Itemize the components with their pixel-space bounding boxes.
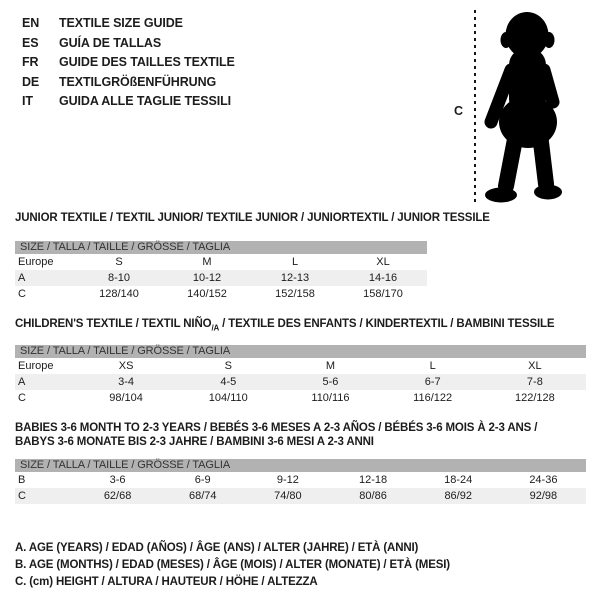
table-row (15, 488, 586, 504)
language-row (22, 34, 235, 54)
baby-silhouette-icon (485, 12, 562, 203)
size-cell: 12-13 (280, 271, 310, 284)
row-label: A (18, 376, 26, 389)
babies-size-table (15, 472, 586, 504)
size-cell: XS (118, 360, 134, 373)
legend-line: B. AGE (MONTHS) / EDAD (MESES) / ÂGE (MOIS) / ALTER (MONATE) / ETÀ (MESI) (15, 559, 450, 572)
table-row (15, 254, 427, 270)
legend-line: C. (cm) HEIGHT / ALTURA / HAUTEUR / HÖHE / ALTEZZA (15, 576, 318, 589)
babies-title-line (15, 422, 586, 436)
language-code: FR (22, 55, 39, 69)
size-cell: 122/128 (514, 392, 555, 405)
children-section (15, 318, 586, 407)
table-row (15, 270, 427, 286)
children-size-table (15, 358, 586, 406)
row-label: B (18, 474, 26, 487)
junior-title-line (15, 212, 586, 226)
language-code: IT (22, 94, 33, 108)
size-cell: 68/74 (188, 490, 217, 503)
junior-title-text: JUNIOR TEXTILE / TEXTIL JUNIOR/ TEXTILE JUNIOR / JUNIORTEXTIL / JUNIOR TESSILE (15, 212, 490, 224)
language-list (22, 14, 235, 112)
size-cell: 152/158 (275, 287, 315, 300)
babies-section (15, 422, 586, 504)
size-cell: 6-9 (194, 474, 211, 487)
children-title-text: CHILDREN'S TEXTILE / TEXTIL NIÑO (15, 317, 212, 330)
size-cell: M (325, 360, 336, 373)
language-row (22, 53, 235, 73)
language-title: GUIDE DES TAILLES TEXTILE (59, 55, 235, 69)
children-size-header: SIZE / TALLA / TAILLE / GRÖSSE / TAGLIA (15, 345, 586, 358)
size-cell: L (291, 255, 299, 268)
table-row (15, 358, 586, 374)
language-code: DE (22, 74, 40, 89)
size-cell: 128/140 (99, 287, 139, 300)
junior-size-table (15, 254, 427, 302)
language-code: ES (22, 35, 39, 50)
size-cell: 62/68 (103, 490, 132, 503)
size-cell: 74/80 (274, 490, 302, 503)
babies-title-text: BABYS 3-6 MONATE BIS 2-3 JAHRE / BAMBINI 3-6 MESI A 2-3 ANNI (15, 435, 374, 448)
language-title: TEXTILE SIZE GUIDE (59, 16, 183, 30)
size-cell: 110/116 (311, 392, 350, 405)
size-cell: 7-8 (526, 376, 543, 389)
size-cell: 10-12 (192, 271, 222, 284)
children-title-text: / TEXTILE DES ENFANTS / KINDERTEXTIL / BAMBINI TESSILE (219, 317, 555, 330)
row-label: C (18, 490, 26, 503)
babies-table-title (15, 422, 586, 449)
junior-section (15, 212, 586, 302)
size-cell: 80/86 (359, 490, 387, 503)
junior-size-header: SIZE / TALLA / TAILLE / GRÖSSE / TAGLIA (15, 241, 427, 254)
row-label: Europe (18, 255, 54, 268)
size-cell: 14-16 (368, 271, 398, 284)
size-cell: S (115, 255, 123, 268)
size-cell: L (429, 360, 436, 373)
size-cell: 3-4 (118, 376, 135, 389)
size-cell: 98/104 (109, 392, 143, 405)
table-row (15, 374, 586, 390)
language-title: GUIDA ALLE TAGLIE TESSILI (59, 94, 232, 108)
language-code: EN (22, 16, 40, 30)
language-title: TEXTILGRÖßENFÜHRUNG (59, 74, 217, 89)
size-cell: 86/92 (444, 490, 472, 503)
row-label: C (18, 392, 26, 405)
babies-title-text: BABIES 3-6 MONTH TO 2-3 YEARS / BEBÉS 3-6 MESES A 2-3 AÑOS / BÉBÉS 3-6 MOIS À 2-3 ANS / (15, 422, 538, 435)
legend (15, 540, 586, 591)
children-table-title (15, 318, 586, 335)
row-label: A (18, 271, 26, 284)
size-cell: M (202, 255, 212, 268)
language-row (22, 73, 235, 93)
table-row (15, 390, 586, 406)
table-row (15, 472, 586, 488)
size-tables-area (15, 212, 586, 591)
legend-line: A. AGE (YEARS) / EDAD (AÑOS) / ÂGE (ANS) / ALTER (JAHRE) / ETÀ (ANNI) (15, 542, 419, 555)
size-cell: 140/152 (187, 287, 227, 300)
size-cell: 8-10 (107, 271, 131, 284)
language-title: GUÍA DE TALLAS (59, 35, 162, 50)
junior-table-title (15, 212, 586, 226)
size-cell: 158/170 (363, 287, 403, 300)
size-cell: 116/122 (413, 392, 453, 405)
size-cell: 9-12 (276, 474, 299, 487)
size-cell: 24-36 (529, 474, 558, 487)
babies-title-line (15, 436, 586, 450)
height-measure-label: C (454, 104, 464, 118)
size-cell: S (224, 360, 232, 373)
language-row (22, 14, 235, 34)
row-label: C (18, 287, 26, 300)
size-cell: 6-7 (424, 376, 441, 389)
size-cell: 18-24 (444, 474, 473, 487)
size-cell: 5-6 (322, 376, 339, 389)
size-cell: XL (376, 255, 390, 268)
children-title-text: /A (211, 322, 220, 332)
children-title-line (15, 318, 586, 335)
row-label: Europe (18, 360, 54, 373)
size-cell: XL (528, 360, 542, 373)
size-cell: 104/110 (208, 392, 248, 405)
table-row (15, 286, 427, 302)
size-cell: 4-5 (220, 376, 237, 389)
baby-figure (448, 4, 580, 210)
babies-size-header: SIZE / TALLA / TAILLE / GRÖSSE / TAGLIA (15, 459, 586, 472)
size-cell: 92/98 (529, 490, 558, 503)
size-cell: 12-18 (358, 474, 388, 487)
baby-figure-graphic (448, 4, 580, 210)
language-row (22, 92, 235, 112)
size-cell: 3-6 (109, 474, 126, 487)
